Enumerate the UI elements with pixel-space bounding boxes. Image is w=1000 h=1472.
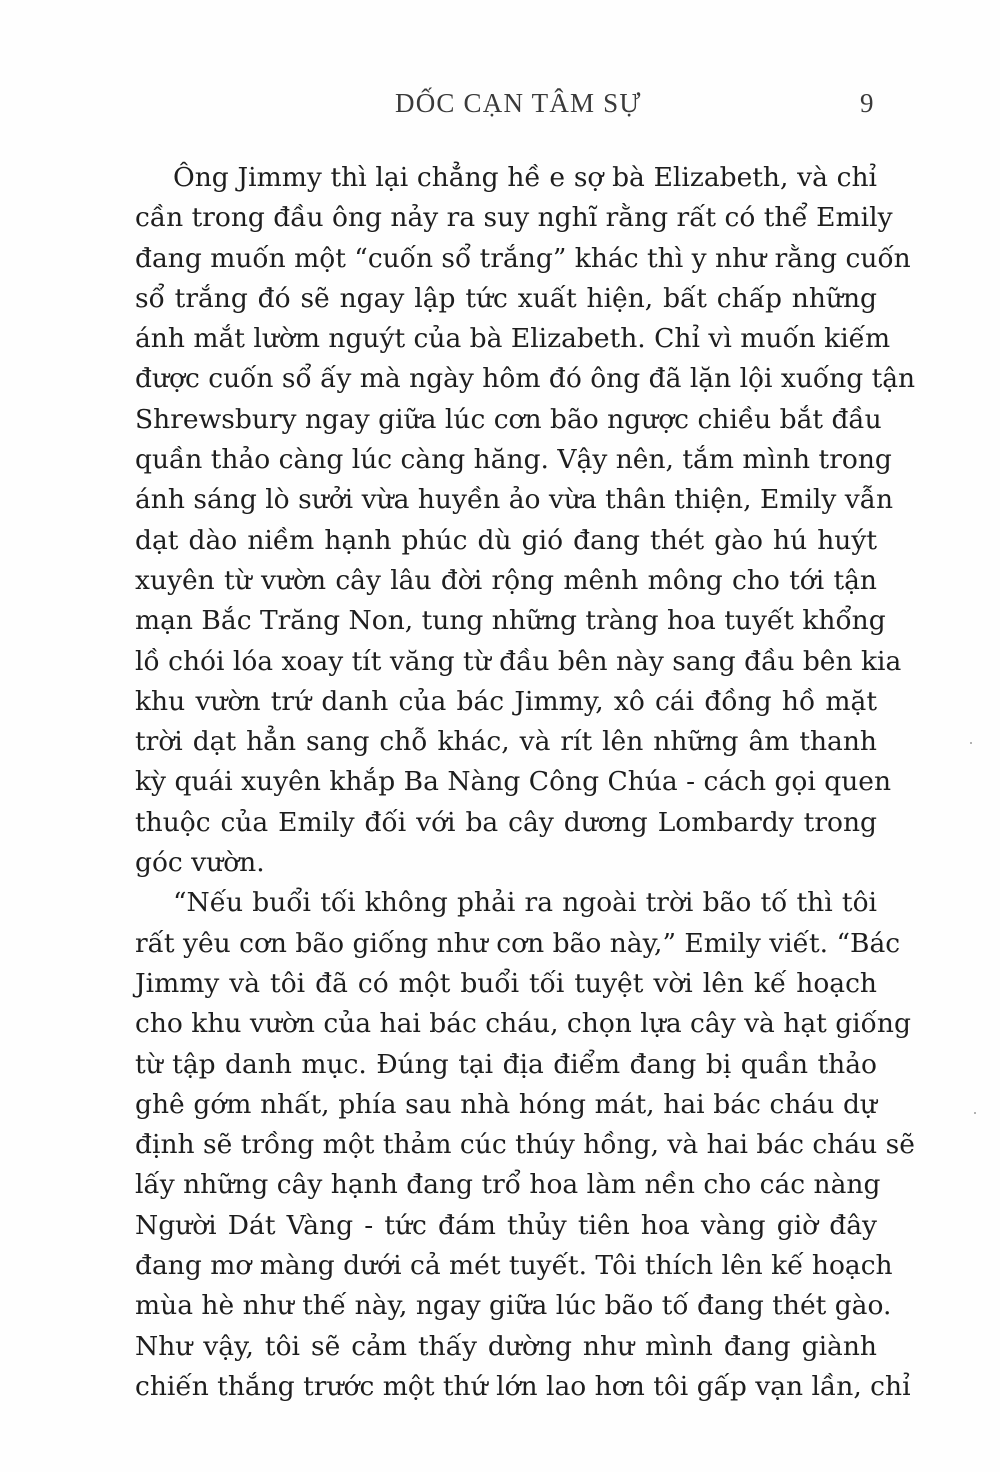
text-line: Jimmy và tôi đã có một buổi tối tuyệt vời lên kế hoạch <box>135 967 877 999</box>
text-line: “Nếu buổi tối không phải ra ngoài trời bão tố thì tôi <box>173 887 877 919</box>
text-line: lấy những cây hạnh đang trổ hoa làm nền cho các nàng <box>135 1169 881 1201</box>
page-number: 9 <box>860 88 874 118</box>
text-line: được cuốn sổ ấy mà ngày hôm đó ông đã lặn lội xuống tận <box>135 363 916 395</box>
text-line: từ tập danh mục. Đúng tại địa điểm đang bị quần thảo <box>135 1048 877 1080</box>
text-line: cho khu vườn của hai bác cháu, chọn lựa cây và hạt giống <box>135 1008 911 1040</box>
text-line: định sẽ trồng một thảm cúc thúy hồng, và hai bác cháu sẽ <box>135 1129 915 1161</box>
body-text <box>135 158 916 1407</box>
scan-speck <box>974 1112 976 1114</box>
text-line: góc vườn. <box>135 847 265 879</box>
text-line: chiến thắng trước một thứ lớn lao hơn tôi gấp vạn lần, chỉ <box>135 1370 911 1402</box>
text-line: rất yêu cơn bão giống như cơn bão này,” Emily viết. “Bác <box>135 927 901 959</box>
text-line: lồ chói lóa xoay tít văng từ đầu bên này sang đầu bên kia <box>135 645 902 677</box>
running-title: DỐC CẠN TÂM SỰ <box>395 88 642 118</box>
text-line: trời dạt hẳn sang chỗ khác, và rít lên những âm thanh <box>135 726 877 758</box>
text-line: mạn Bắc Trăng Non, tung những tràng hoa tuyết khổng <box>135 605 886 637</box>
text-line: Người Dát Vàng - tức đám thủy tiên hoa vàng giờ đây <box>135 1209 877 1241</box>
scan-speck <box>970 742 972 744</box>
text-line: mùa hè như thế này, ngay giữa lúc bão tố đang thét gào. <box>135 1290 892 1322</box>
text-line: cần trong đầu ông nảy ra suy nghĩ rằng rất có thể Emily <box>135 202 893 234</box>
text-line: ánh sáng lò sưởi vừa huyền ảo vừa thân thiện, Emily vẫn <box>135 484 894 516</box>
text-line: quần thảo càng lúc càng hăng. Vậy nên, tắm mình trong <box>135 444 892 476</box>
text-line: ánh mắt lườm nguýt của bà Elizabeth. Chỉ vì muốn kiếm <box>135 323 891 355</box>
text-line: ghê gớm nhất, phía sau nhà hóng mát, hai bác cháu dự <box>135 1088 877 1120</box>
text-line: đang mơ màng dưới cả mét tuyết. Tôi thích lên kế hoạch <box>135 1250 893 1282</box>
text-line: thuộc của Emily đối với ba cây dương Lombardy trong <box>135 806 877 838</box>
text-line: kỳ quái xuyên khắp Ba Nàng Công Chúa - cách gọi quen <box>135 766 892 798</box>
text-line: xuyên từ vườn cây lâu đời rộng mênh mông cho tới tận <box>135 564 877 596</box>
text-line: sổ trắng đó sẽ ngay lập tức xuất hiện, bất chấp những <box>135 282 877 314</box>
text-line: khu vườn trứ danh của bác Jimmy, xô cái đồng hồ mặt <box>135 685 877 717</box>
text-line: Như vậy, tôi sẽ cảm thấy dường như mình đang giành <box>135 1330 877 1362</box>
text-line: Ông Jimmy thì lại chẳng hề e sợ bà Elizabeth, và chỉ <box>173 162 877 193</box>
text-line: Shrewsbury ngay giữa lúc cơn bão ngược chiều bắt đầu <box>135 403 882 435</box>
running-header <box>0 88 1000 124</box>
text-line: đang muốn một “cuốn sổ trắng” khác thì y như rằng cuốn <box>135 242 911 274</box>
text-line: dạt dào niềm hạnh phúc dù gió đang thét gào hú huýt <box>135 524 877 556</box>
